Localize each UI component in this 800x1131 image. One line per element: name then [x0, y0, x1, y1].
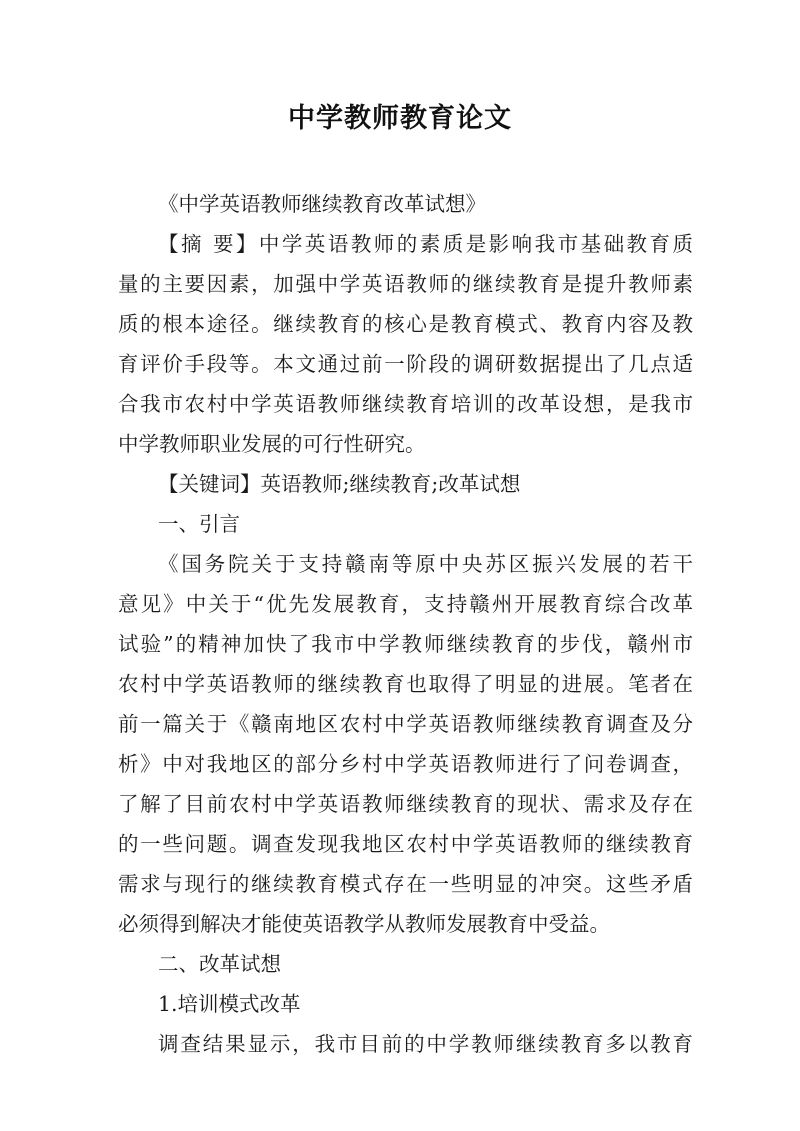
- paragraph-line: 试验”的精神加快了我市中学教师继续教育的步伐，赣州市: [118, 632, 693, 656]
- subsection-heading: 1.培训模式改革: [158, 992, 301, 1016]
- paragraph-line: 调查结果显示，我市目前的中学教师继续教育多以教育: [158, 1032, 693, 1056]
- paragraph-line: 中学教师职业发展的可行性研究。: [118, 432, 426, 456]
- paragraph-line: 了解了目前农村中学英语教师继续教育的现状、需求及存在: [118, 792, 693, 816]
- paragraph-line: 量的主要因素，加强中学英语教师的继续教育是提升教师素: [118, 272, 693, 296]
- section-heading: 一、引言: [158, 512, 240, 536]
- paragraph-line: 育评价手段等。本文通过前一阶段的调研数据提出了几点适: [118, 352, 693, 376]
- paragraph-line: 的一些问题。调查发现我地区农村中学英语教师的继续教育: [118, 832, 693, 856]
- paragraph-line: 合我市农村中学英语教师继续教育培训的改革设想，是我市: [118, 392, 693, 416]
- paragraph-line: 必须得到解决才能使英语教学从教师发展教育中受益。: [118, 912, 610, 936]
- section-heading: 二、改革试想: [158, 952, 281, 976]
- paragraph-line: 《国务院关于支持赣南等原中央苏区振兴发展的若干: [158, 552, 693, 576]
- paragraph-line: 【摘 要】中学英语教师的素质是影响我市基础教育质: [158, 232, 693, 256]
- paragraph-line: 农村中学英语教师的继续教育也取得了明显的进展。笔者在: [118, 672, 693, 696]
- paragraph-line: 《中学英语教师继续教育改革试想》: [158, 192, 486, 216]
- paragraph-line: 质的根本途径。继续教育的核心是教育模式、教育内容及教: [118, 312, 693, 336]
- paragraph-line: 前一篇关于《赣南地区农村中学英语教师继续教育调查及分: [118, 712, 693, 736]
- paragraph-line: 意见》中关于“优先发展教育，支持赣州开展教育综合改革: [118, 592, 693, 616]
- document-body: [118, 184, 693, 1064]
- paragraph-line: 需求与现行的继续教育模式存在一些明显的冲突。这些矛盾: [118, 872, 693, 896]
- document-title: 中学教师教育论文: [288, 103, 512, 134]
- paragraph-line: 析》中对我地区的部分乡村中学英语教师进行了问卷调查，: [118, 752, 693, 776]
- keywords-line: 【关键词】英语教师;继续教育;改革试想: [158, 472, 521, 496]
